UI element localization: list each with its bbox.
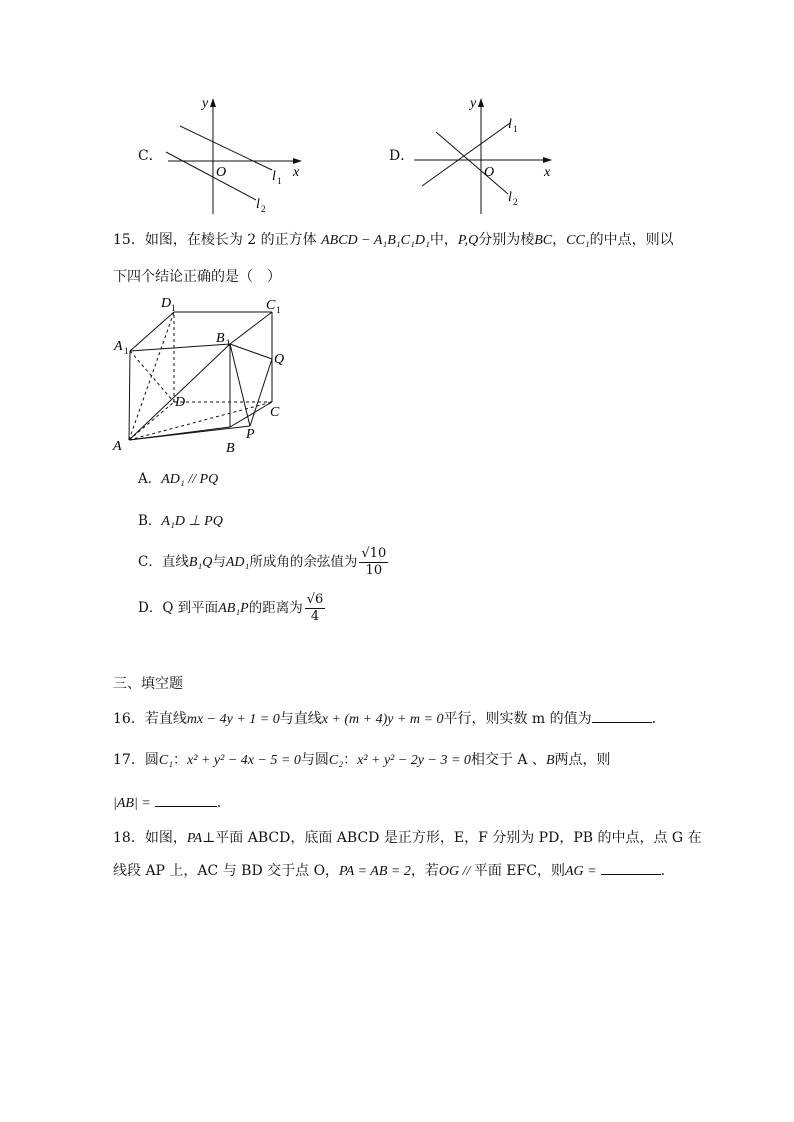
- vertex-B1: B: [216, 331, 225, 346]
- vertex-B: B: [226, 441, 235, 456]
- fraction-denominator: 10: [365, 563, 383, 578]
- y-axis-arrow: [210, 98, 216, 107]
- svg-text:1: 1: [276, 305, 281, 315]
- origin-label: O: [484, 165, 495, 180]
- l2-label: l: [508, 190, 512, 205]
- option-d-label: D．: [389, 148, 415, 164]
- option-c-label: C．: [138, 148, 163, 164]
- option-c-graph: [160, 92, 310, 217]
- x-label: x: [544, 165, 551, 180]
- answer-blank[interactable]: [155, 792, 217, 807]
- vertex-A1: A: [114, 339, 123, 354]
- vertex-C1: C: [266, 298, 276, 313]
- edge-A1A: [129, 351, 130, 440]
- fraction-numerator: √6: [306, 592, 324, 607]
- vertex-D: D: [175, 395, 186, 410]
- l1-label: l: [508, 117, 512, 132]
- vertex-A: A: [113, 439, 122, 454]
- q16: 16．若直线mx − 4y + 1 = 0与直线x + (m + 4)y + m = 0平行，则实数 m 的值为 .: [113, 708, 656, 730]
- segment-B1Q: [230, 344, 272, 359]
- segment-PQ: [250, 359, 272, 426]
- q18-line2: 线段 AP 上，AC 与 BD 交于点 O，PA = AB = 2，若OG // 平面 EFC，则AG = .: [113, 860, 665, 882]
- q15-option-b: B．A₁D ⊥ PQ: [138, 513, 223, 529]
- fraction-denominator: 4: [310, 609, 320, 624]
- q15-line1: 15．如图，在棱长为 2 的正方体 ABCD − A₁B₁C₁D₁中，P,Q分别为棱BC，CC₁的中点，则以: [113, 232, 674, 248]
- answer-blank[interactable]: [601, 860, 661, 875]
- option-d-graph: [410, 92, 560, 217]
- edge-B1A1: [130, 344, 230, 351]
- y-axis-arrow: [478, 98, 484, 107]
- q15-option-a: A．AD₁ // PQ: [138, 471, 219, 487]
- segment-AB1: [129, 344, 230, 440]
- line-l1: [180, 126, 272, 170]
- l1-label: l: [272, 169, 276, 184]
- point-Q: Q: [274, 352, 285, 367]
- q15-option-c: C．直线B₁Q与AD₁所成角的余弦值为 $\frac{√10}{10}$: [138, 546, 387, 578]
- segment-A1D-hidden: [130, 351, 174, 402]
- q17-line1: 17．圆C₁：x² + y² − 4x − 5 = 0与圆C₂：x² + y² − 2y − 3 = 0相交于 A 、B两点，则: [113, 752, 611, 768]
- edge-C1B1: [230, 312, 272, 344]
- svg-text:1: 1: [171, 303, 176, 313]
- svg-text:1: 1: [226, 338, 231, 348]
- vertex-D1: D: [161, 296, 172, 311]
- x-axis-arrow: [543, 157, 552, 163]
- l2-sub: 2: [261, 204, 266, 214]
- q15-option-d: D．Q 到平面AB₁P的距离为 $\frac{√6}{4}$: [138, 592, 324, 624]
- l1-sub: 1: [513, 124, 518, 134]
- point-P: P: [246, 427, 255, 442]
- x-axis-arrow: [293, 158, 302, 164]
- line-l2: [436, 132, 508, 194]
- line-l2: [166, 152, 256, 200]
- q18-line1: 18．如图，PA⊥平面 ABCD，底面 ABCD 是正方形，E，F 分别为 PD，PB 的中点，点 G 在: [113, 830, 702, 846]
- vertex-C: C: [270, 405, 280, 420]
- section-title: 三、填空题: [113, 676, 183, 692]
- y-label: y: [470, 96, 477, 111]
- q15-line2: 下四个结论正确的是（ ）: [113, 269, 281, 285]
- answer-blank[interactable]: [592, 708, 652, 723]
- q17-line2: |AB| = .: [113, 792, 221, 814]
- l2-sub: 2: [513, 197, 518, 207]
- segment-AP: [129, 426, 250, 440]
- l2-label: l: [256, 197, 260, 212]
- x-label: x: [293, 165, 300, 180]
- line-l1: [422, 123, 510, 186]
- segment-B1P: [230, 344, 250, 426]
- cube-figure: [112, 292, 292, 457]
- y-label: y: [202, 96, 209, 111]
- l1-sub: 1: [277, 176, 282, 186]
- svg-text:1: 1: [124, 346, 129, 356]
- origin-label: O: [216, 165, 227, 180]
- fraction-numerator: √10: [361, 546, 387, 561]
